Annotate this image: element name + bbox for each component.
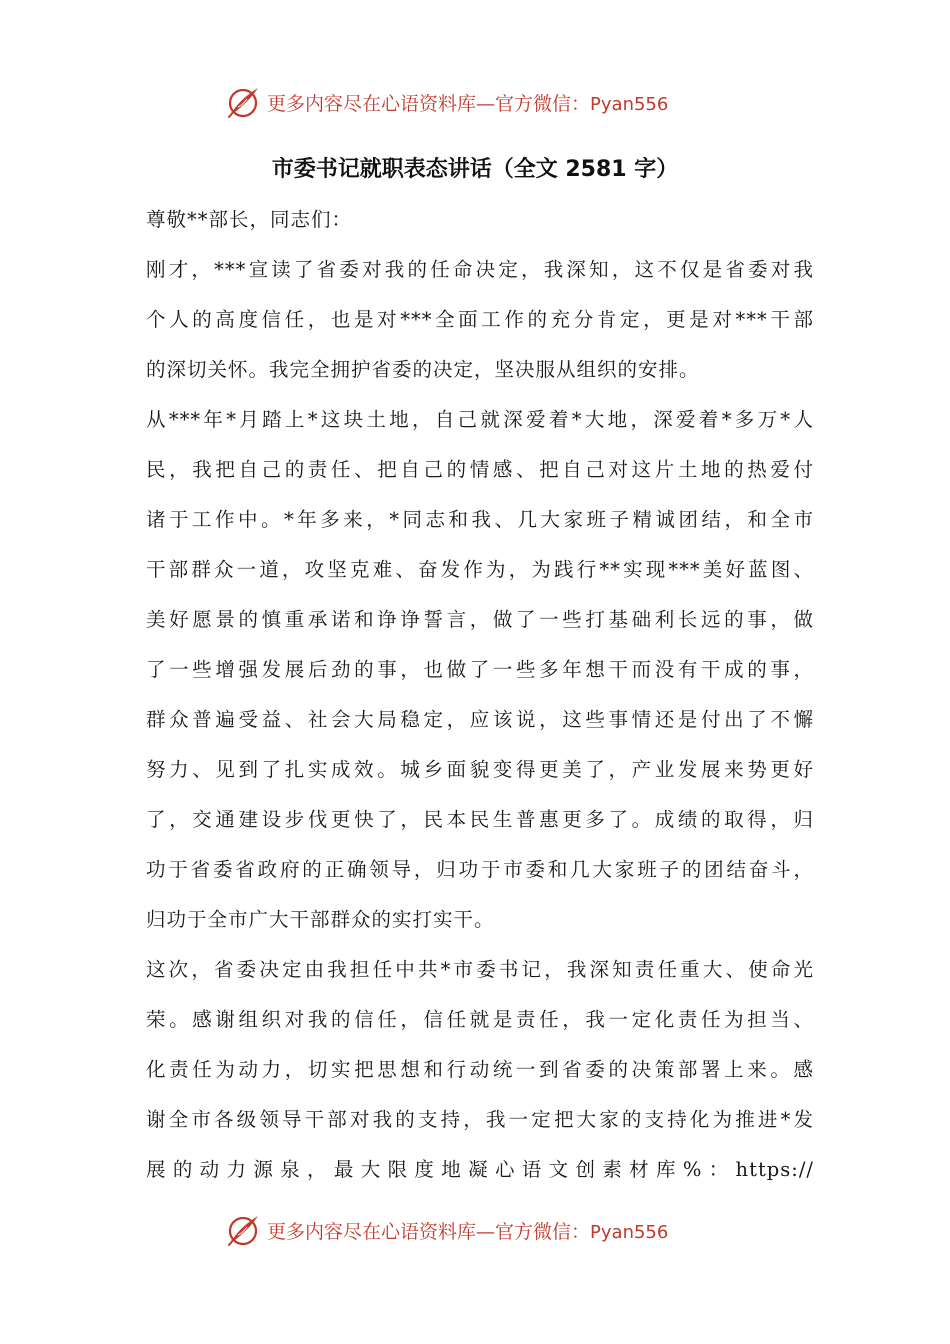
body-line: 群众普遍受益、社会大局稳定，应该说，这些事情还是付出了不懈: [146, 708, 814, 731]
body-line: 功于省委省政府的正确领导，归功于市委和几大家班子的团结奋斗，: [146, 858, 814, 881]
body-line: 干部群众一道，攻坚克难、奋发作为，为践行**实现***美好蓝图、: [146, 558, 814, 581]
body-line: 了，交通建设步伐更快了，民本民生普惠更多了。成绩的取得，归: [146, 808, 814, 831]
watermark-text: 更多内容尽在心语资料库—官方微信：Pyan556: [267, 92, 669, 115]
body-line: 了一些增强发展后劲的事，也做了一些多年想干而没有干成的事，: [146, 658, 814, 681]
body-line: 刚才，***宣读了省委对我的任命决定，我深知，这不仅是省委对我: [146, 258, 814, 281]
body-line: 从***年*月踏上*这块土地，自己就深爱着*大地，深爱着*多万*人: [146, 408, 814, 431]
body-line: 的深切关怀。我完全拥护省委的决定，坚决服从组织的安排。: [146, 358, 700, 381]
body-line: 个人的高度信任，也是对***全面工作的充分肯定，更是对***干部: [146, 308, 814, 331]
body-line: 荣。感谢组织对我的信任，信任就是责任，我一定化责任为担当、: [146, 1008, 814, 1031]
quill-logo-icon: [225, 1212, 261, 1248]
body-line: 展的动力源泉，最大限度地凝心语文创素材库%：https://: [146, 1158, 814, 1181]
salutation-line: 尊敬**部长，同志们：: [146, 208, 353, 231]
quill-logo-icon: [225, 84, 261, 120]
body-line: 谢全市各级领导干部对我的支持，我一定把大家的支持化为推进*发: [146, 1108, 814, 1131]
document-body: [146, 195, 814, 1195]
document-title: 市委书记就职表态讲话（全文 2581 字）: [271, 157, 679, 182]
watermark-text: 更多内容尽在心语资料库—官方微信：Pyan556: [267, 1220, 669, 1243]
body-line: 努力、见到了扎实成效。城乡面貌变得更美了，产业发展来势更好: [146, 758, 814, 781]
body-line: 归功于全市广大干部群众的实打实干。: [146, 908, 495, 931]
body-line: 美好愿景的慎重承诺和诤诤誓言，做了一些打基础利长远的事，做: [146, 608, 814, 631]
body-line: 诸于工作中。*年多来，*同志和我、几大家班子精诚团结，和全市: [146, 508, 814, 531]
body-line: 这次，省委决定由我担任中共*市委书记，我深知责任重大、使命光: [146, 958, 814, 981]
watermark-banner-bottom: [225, 1210, 745, 1250]
body-line: 民，我把自己的责任、把自己的情感、把自己对这片土地的热爱付: [146, 458, 814, 481]
watermark-banner-top: [225, 82, 745, 122]
body-line: 化责任为动力，切实把思想和行动统一到省委的决策部署上来。感: [146, 1058, 814, 1081]
